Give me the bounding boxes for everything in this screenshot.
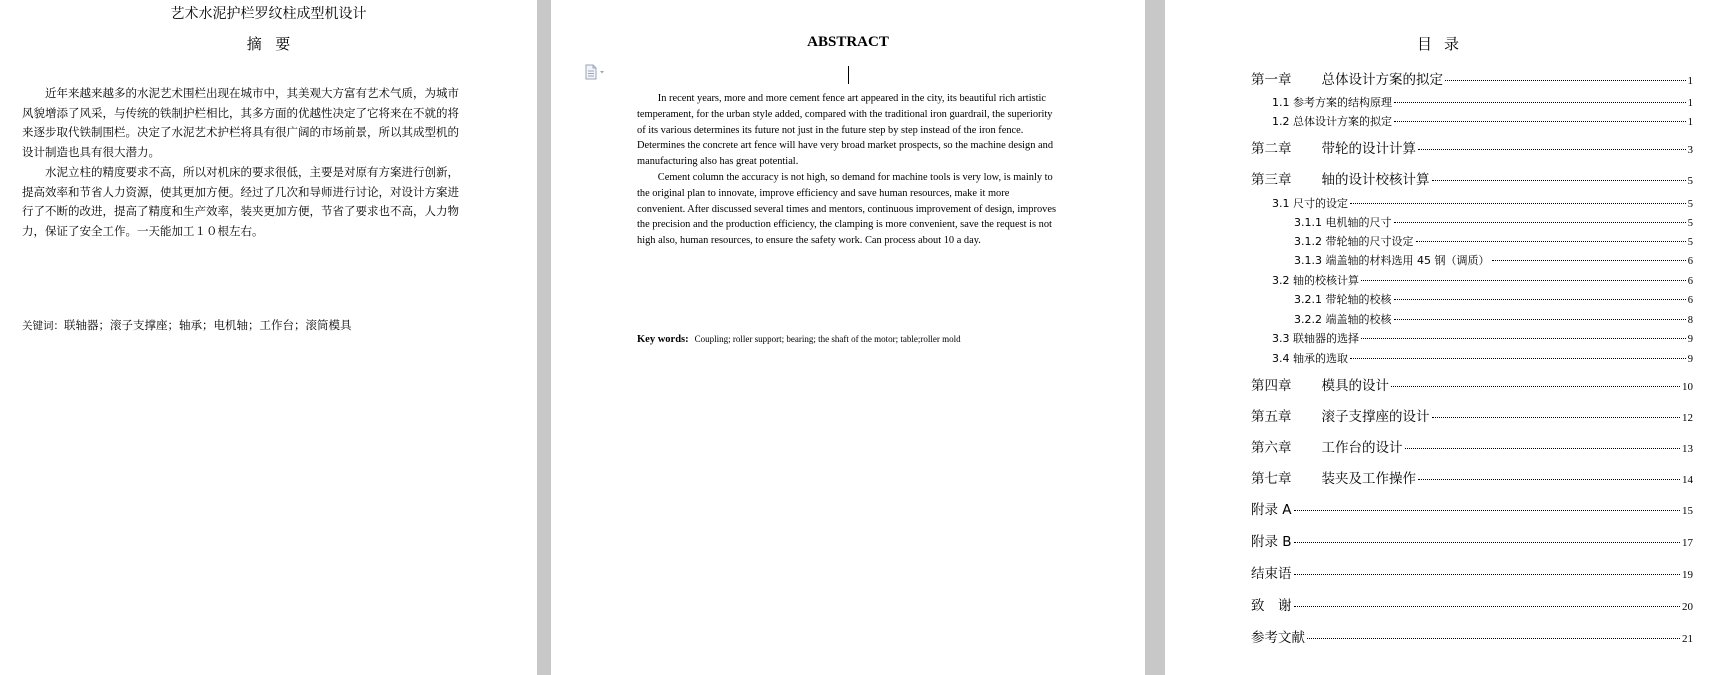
keywords-text: Coupling; roller support; bearing; the shaft of the motor; table;roller mold [694, 334, 961, 344]
toc-entry[interactable] [1294, 291, 1693, 307]
toc-entry-number: 3.4 [1272, 352, 1290, 365]
document-header: 艺术水泥护栏罗纹柱成型机设计 [170, 6, 367, 22]
keywords-line [637, 334, 961, 345]
toc-entry[interactable] [1251, 594, 1693, 614]
toc-entry-number: 致 谢 [1251, 598, 1292, 614]
toc-entry-number: 参考文献 [1251, 630, 1305, 646]
toc-entry[interactable] [1251, 562, 1693, 582]
toc-entry[interactable] [1251, 374, 1693, 394]
toc-entry-title: 带轮轴的尺寸设定 [1325, 235, 1414, 248]
toc-entry-number: 3.2.1 [1294, 293, 1322, 306]
toc-entry[interactable] [1251, 68, 1693, 88]
toc-entry-page: 9 [1687, 334, 1693, 345]
toc-entry-number: 结束语 [1251, 566, 1292, 582]
toc-entry[interactable] [1251, 626, 1693, 646]
toc-entry-number: 第二章 [1251, 141, 1292, 157]
toc-entry-title: 滚子支撑座的设计 [1321, 409, 1430, 425]
toc-entry-title: 端盖轴的材料选用 45 钢（调质） [1325, 254, 1490, 267]
toc-entry[interactable] [1272, 94, 1693, 110]
page-abstract-chinese [0, 0, 537, 675]
toc-entry-title: 总体设计方案的拟定 [1321, 72, 1443, 88]
toc-entry-title: 带轮轴的校核 [1325, 293, 1392, 306]
toc-entry-page: 20 [1682, 601, 1693, 613]
page-title: 摘要 [246, 35, 304, 53]
toc-entry-page: 3 [1687, 144, 1693, 156]
text-cursor [848, 66, 849, 84]
toc-entry-title: 工作台的设计 [1321, 440, 1403, 456]
toc-entry[interactable] [1294, 214, 1693, 230]
toc-entry[interactable] [1251, 467, 1693, 487]
toc-entry-title: 联轴器的选择 [1293, 332, 1359, 345]
abstract-paragraph-2: 水泥立柱的精度要求不高，所以对机床的要求很低，主要是对原有方案进行创新，提高效率和节省人力资源，使其更加方便。经过了几次和导师进行讨论，对设计方案进行了不断的改进，提高了精度和生产效率，装夹更加方便，节省了要求也不高，人力物力，保证了安全工作。一天能加工１０根左右。 [22, 165, 459, 238]
toc-entry-page: 6 [1687, 256, 1693, 267]
toc-entry-page: 1 [1687, 117, 1693, 128]
toc-entry-number: 3.1 [1272, 197, 1290, 210]
toc-entry-number: 3.3 [1272, 332, 1290, 345]
toc-entry-number: 3.1.3 [1294, 254, 1322, 267]
toc-entry-title: 总体设计方案的拟定 [1293, 115, 1392, 128]
toc-entry-page: 21 [1682, 633, 1693, 645]
toc-entry[interactable] [1251, 168, 1693, 188]
toc-entry-number: 第四章 [1251, 378, 1292, 394]
toc-entry[interactable] [1272, 350, 1693, 366]
toc-entry-title: 装夹及工作操作 [1321, 471, 1416, 487]
abstract-paragraph-2: Cement column the accuracy is not high, so demand for machine tools is very low, is mainly to the original plan to innovate, improve efficiency and save human resources, make it more convenient. After discussed several times and mentors, continuous improvement of design, improves the precision and the production efficiency, the clamping is more convenient, save the request is not high also, human resources, to ensure the safety work. Can process about 10 a day. [637, 172, 1056, 247]
toc-entry-page: 5 [1687, 199, 1693, 210]
toc-entry-page: 5 [1687, 175, 1693, 187]
toc-entry-number: 3.2.2 [1294, 313, 1322, 326]
page-abstract-english [551, 0, 1145, 675]
toc-entry-number: 附录 A [1251, 502, 1292, 518]
toc-entry-title: 模具的设计 [1321, 378, 1389, 394]
toc-entry-number: 1.2 [1272, 115, 1290, 128]
toc-entry-title: 带轮的设计计算 [1321, 141, 1416, 157]
toc-entry-page: 1 [1687, 75, 1693, 87]
abstract-paragraph-1: In recent years, more and more cement fence art appeared in the city, its beautiful rich artistic temperament, for the urban style added, compared with the traditional iron guardrail, the superiority of its various determines its future not just in the future step by step instead of the iron fence. Determines the concrete art fence will have very broad market prospects, so the machine design and manufacturing also has great potential. [637, 93, 1054, 168]
toc-entry-number: 第七章 [1251, 471, 1292, 487]
toc-entry-page: 8 [1687, 315, 1693, 326]
toc-entry-title: 端盖轴的校核 [1325, 313, 1392, 326]
toc-entry-page: 1 [1687, 98, 1693, 109]
toc-entry-page: 14 [1682, 474, 1693, 486]
toc-entry-page: 6 [1687, 295, 1693, 306]
toc-entry-page: 6 [1687, 276, 1693, 287]
toc-entry-page: 15 [1682, 505, 1693, 517]
page-title: ABSTRACT [807, 34, 889, 50]
toc-entry-title: 尺寸的设定 [1293, 197, 1348, 210]
toc-entry-title: 轴的校核计算 [1293, 274, 1359, 287]
toc-entry[interactable] [1251, 436, 1693, 456]
toc-entry-page: 13 [1682, 443, 1693, 455]
keywords-label: Key words: [637, 334, 689, 345]
toc-entry-number: 第六章 [1251, 440, 1292, 456]
toc-entry-page: 10 [1682, 381, 1693, 393]
keywords-text: 联轴器；滚子支撑座；轴承；电机轴；工作台；滚筒模具 [64, 318, 352, 332]
toc-entry-number: 3.2 [1272, 274, 1290, 287]
toc-entry-title: 轴的设计校核计算 [1321, 172, 1430, 188]
page-table-of-contents [1165, 0, 1711, 675]
toc-entry-page: 19 [1682, 569, 1693, 581]
toc-entry[interactable] [1272, 272, 1693, 288]
toc-entry[interactable] [1251, 137, 1693, 157]
toc-entry-page: 5 [1687, 218, 1693, 229]
toc-entry-title: 轴承的选取 [1293, 352, 1348, 365]
toc-entry[interactable] [1272, 195, 1693, 211]
toc-entry[interactable] [1272, 113, 1693, 129]
toc-entry[interactable] [1294, 311, 1693, 327]
abstract-paragraph-1: 近年来越来越多的水泥艺术围栏出现在城市中，其美观大方富有艺术气质，为城市风貌增添了风采，与传统的铁制护栏相比，其多方面的优越性决定了它将来在不就的将来逐步取代铁制围栏。决定了水泥艺术护栏将具有很广阔的市场前景，所以其成型机的设计制造也具有很大潜力。 [22, 86, 459, 159]
page-title: 目录 [1416, 35, 1471, 53]
toc-entry-number: 第三章 [1251, 172, 1292, 188]
toc-entry-page: 17 [1682, 537, 1693, 549]
toc-entry[interactable] [1251, 530, 1693, 550]
toc-entry-page: 5 [1687, 237, 1693, 248]
toc-entry-number: 3.1.2 [1294, 235, 1322, 248]
toc-entry-title: 电机轴的尺寸 [1325, 216, 1392, 229]
toc-entry-page: 12 [1682, 412, 1693, 424]
toc-entry[interactable] [1294, 233, 1693, 249]
toc-entry-title: 参考方案的结构原理 [1293, 96, 1392, 109]
toc-entry-number: 第五章 [1251, 409, 1292, 425]
toc-entry[interactable] [1272, 330, 1693, 346]
toc-entry[interactable] [1251, 405, 1693, 425]
document-paste-options-icon[interactable] [583, 64, 607, 80]
toc-entry-number: 附录 B [1251, 534, 1292, 550]
toc-entry-number: 3.1.1 [1294, 216, 1322, 229]
toc-entry-number: 第一章 [1251, 72, 1292, 88]
keywords-label: 关键词： [22, 320, 64, 332]
toc-entry-page: 9 [1687, 354, 1693, 365]
toc-entry[interactable] [1294, 252, 1693, 268]
toc-entry[interactable] [1251, 498, 1693, 518]
keywords-line [22, 317, 352, 333]
toc-entry-number: 1.1 [1272, 96, 1290, 109]
